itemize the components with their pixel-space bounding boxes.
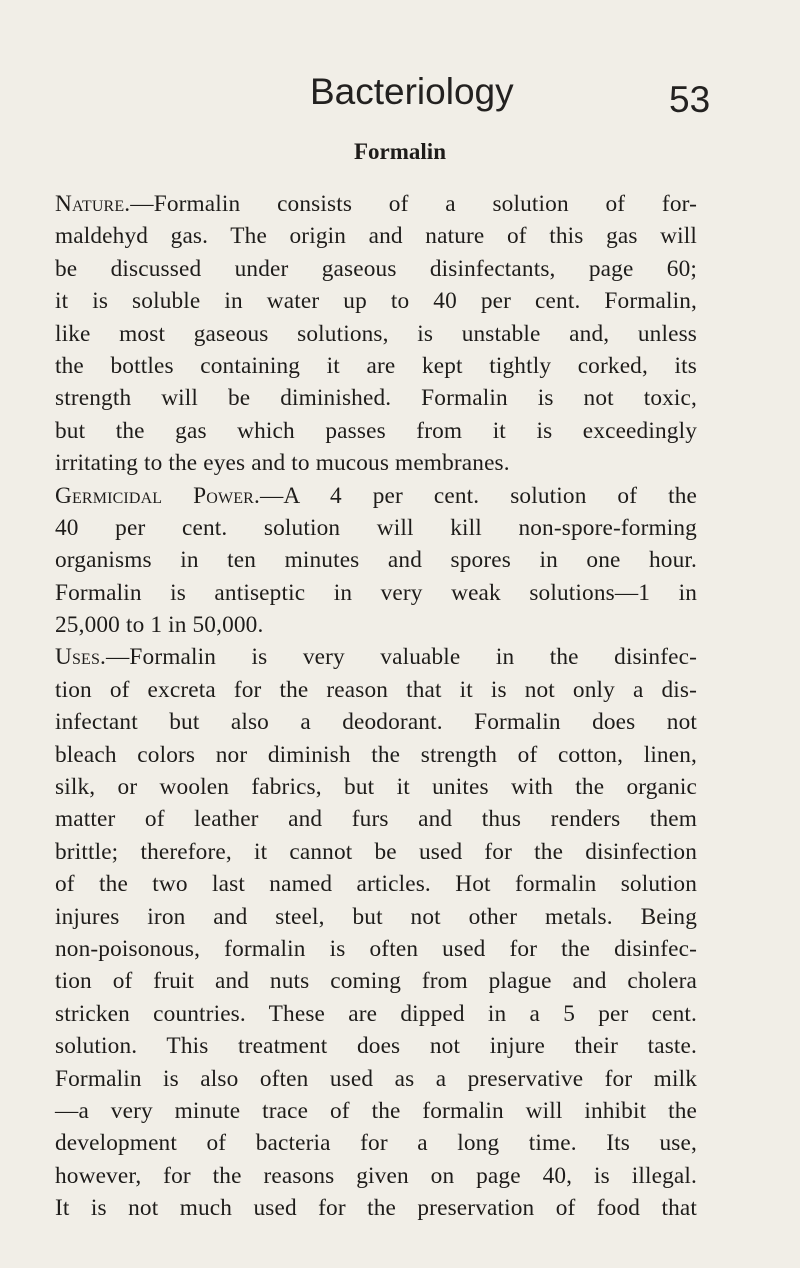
paragraph-lead: Nature.: [55, 191, 131, 217]
text-line: —a very minute trace of the formalin will inhibit the: [55, 1097, 697, 1124]
body-text: [55, 188, 697, 1225]
text-line: brittle; therefore, it cannot be used for the disinfection: [55, 838, 697, 865]
text-line: stricken countries. These are dipped in a 5 per cent.: [55, 1000, 697, 1027]
text-line: 40 per cent. solution will kill non-spore-forming: [55, 514, 697, 541]
text-line: maldehyd gas. The origin and nature of this gas will: [55, 223, 697, 250]
text-line: infectant but also a deodorant. Formalin does not: [55, 709, 697, 736]
text-line: matter of leather and furs and thus renders them: [55, 806, 697, 833]
text-line: It is not much used for the preservation of food that: [55, 1195, 697, 1222]
text-line: like most gaseous solutions, is unstable and, unless: [55, 320, 697, 347]
text-line: development of bacteria for a long time. Its use,: [55, 1130, 697, 1157]
text-line: irritating to the eyes and to mucous membranes.: [55, 450, 510, 477]
text-line: solution. This treatment does not injure their taste.: [55, 1033, 697, 1060]
text-line: bleach colors nor diminish the strength of cotton, linen,: [55, 741, 697, 768]
text-line: of the two last named articles. Hot formalin solution: [55, 871, 697, 898]
text-line: tion of excreta for the reason that it is not only a dis-: [55, 676, 697, 703]
text-line: be discussed under gaseous disinfectants, page 60;: [55, 255, 697, 282]
running-header: [0, 70, 800, 120]
text-line: however, for the reasons given on page 40, is illegal.: [55, 1162, 697, 1189]
text-line: the bottles containing it are kept tightly corked, its: [55, 352, 697, 379]
paragraph-germicidal-power: [55, 480, 697, 642]
text-line: organisms in ten minutes and spores in one hour.: [55, 547, 697, 574]
text-line: silk, or woolen fabrics, but it unites with the organic: [55, 774, 697, 801]
text-line: non-poisonous, formalin is often used for the disinfec-: [55, 935, 697, 962]
paragraph-lead: Germicidal Power.: [55, 482, 260, 509]
text-line: Uses.—Formalin is very valuable in the disinfec-: [55, 644, 697, 671]
text-line: tion of fruit and nuts coming from plague and cholera: [55, 968, 697, 995]
text-line: Formalin is antiseptic in very weak solutions—1 in: [55, 579, 697, 606]
running-title: Bacteriology: [310, 71, 514, 112]
text-line: Formalin is also often used as a preservative for milk: [55, 1065, 697, 1092]
text-line: Germicidal Power.—A 4 per cent. solution of the: [55, 482, 697, 509]
text-line: 25,000 to 1 in 50,000.: [55, 612, 264, 639]
paragraph-nature: [55, 188, 697, 480]
text-line: Nature.—Formalin consists of a solution of for-: [55, 191, 697, 217]
paragraph-lead: Uses.: [55, 644, 106, 671]
text-line: injures iron and steel, but not other metals. Being: [55, 903, 697, 930]
page-number: 53: [669, 79, 711, 120]
section-title: Formalin: [354, 139, 446, 164]
paragraph-uses: [55, 641, 697, 1224]
text-line: strength will be diminished. Formalin is not toxic,: [55, 385, 697, 412]
text-line: it is soluble in water up to 40 per cent. Formalin,: [55, 288, 697, 315]
text-line: but the gas which passes from it is exceedingly: [55, 417, 697, 444]
